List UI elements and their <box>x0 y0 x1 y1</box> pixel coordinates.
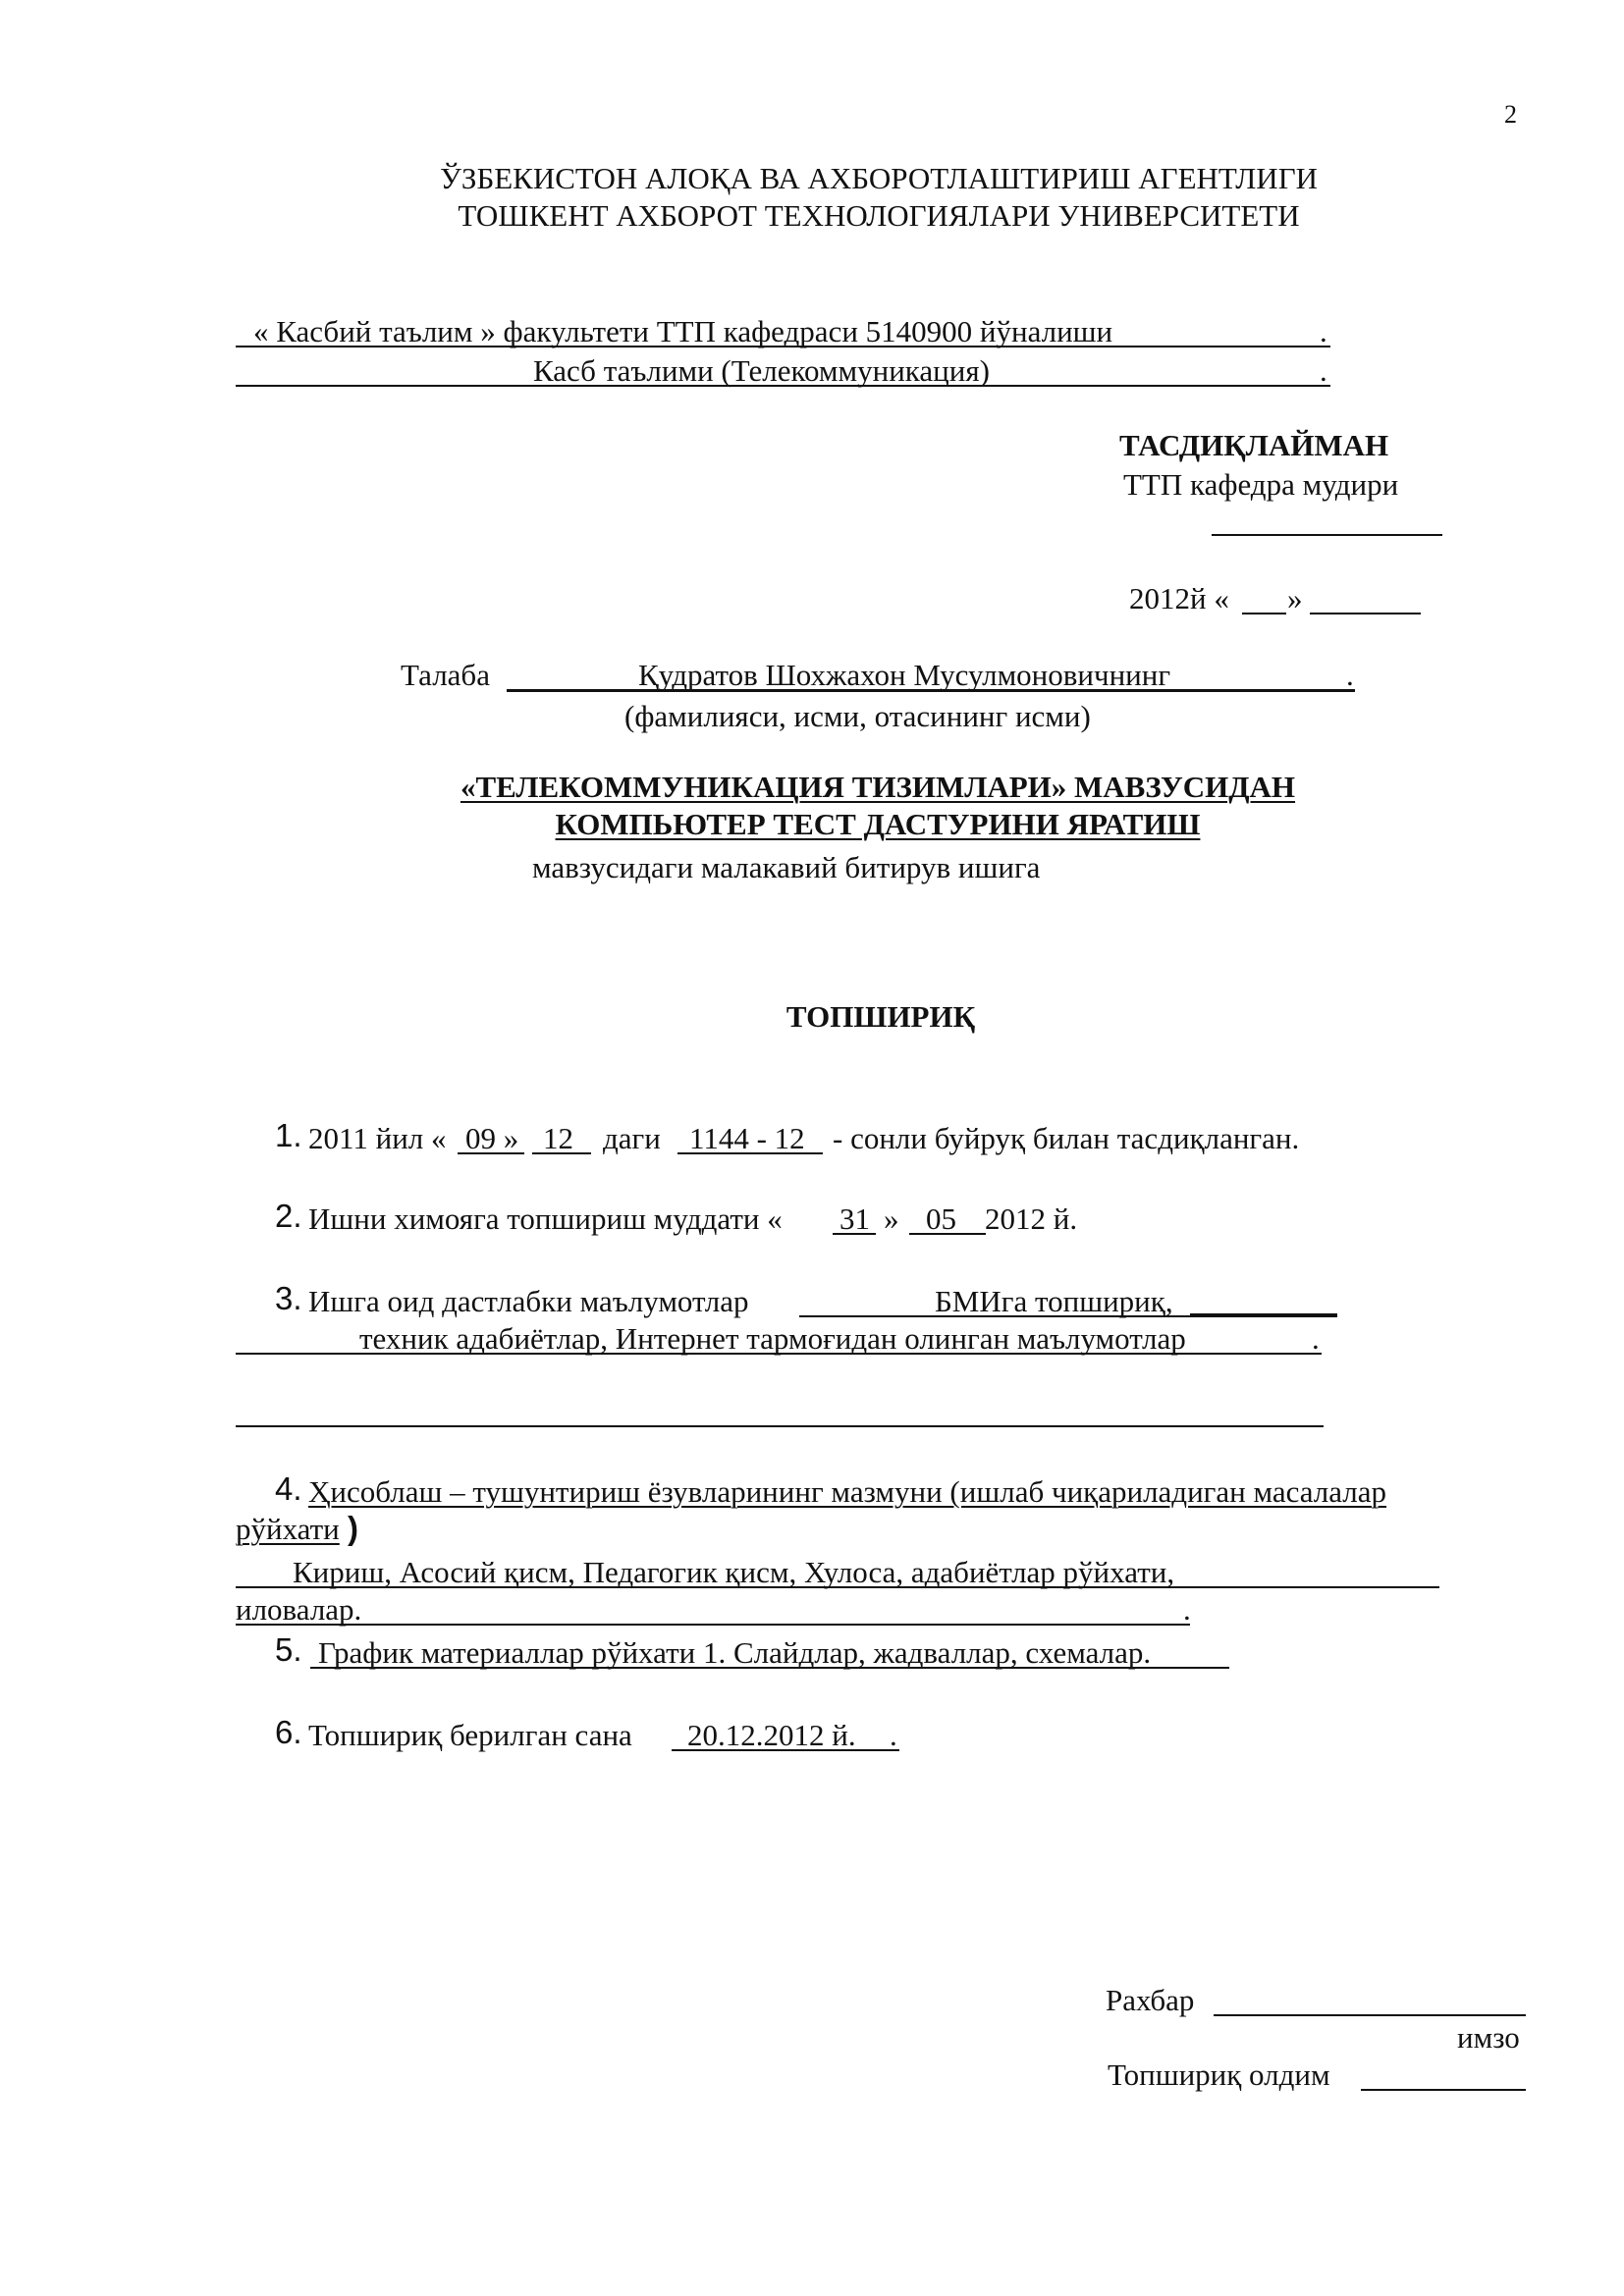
item-3-blank-line <box>236 1425 1324 1427</box>
student-name-caption: (фамилияси, исми, отасининг исми) <box>624 699 1091 733</box>
item-6-number: 6. <box>275 1714 302 1750</box>
item-1-number: 1. <box>275 1117 302 1153</box>
speciality-line-dot: . <box>1320 353 1327 388</box>
item-3-value: БМИга топшириқ, <box>935 1284 1173 1318</box>
faculty-line-dot: . <box>1320 314 1327 348</box>
university-name: ТОШКЕНТ АХБОРОТ ТЕХНОЛОГИЯЛАРИ УНИВЕРСИТЕТИ <box>458 198 1300 233</box>
approval-date-close: » <box>1287 581 1303 615</box>
page-number: 2 <box>1504 100 1517 129</box>
approval-signature-line <box>1212 534 1442 536</box>
item-4-line-4: иловалар. <box>236 1592 362 1627</box>
speciality-name: Касб таълими (Телекоммуникация) <box>533 353 990 388</box>
approval-date-year: 2012й « <box>1129 581 1229 615</box>
item-4-line-2: рўйхати <box>236 1512 340 1546</box>
item-4-line-3: Кириш, Асосий қисм, Педагогик қисм, Хулоса, адабиётлар рўйхати, <box>293 1555 1175 1589</box>
task-title: ТОПШИРИҚ <box>785 999 976 1034</box>
item-3-number: 3. <box>275 1280 302 1316</box>
approval-position: ТТП кафедра мудири <box>1123 467 1399 502</box>
topic-line-2: КОМПЬЮТЕР ТЕСТ ДАСТУРИНИ ЯРАТИШ <box>555 807 1201 841</box>
organization-name: ЎЗБЕКИСТОН АЛОҚА ВА АХБОРОТЛАШТИРИШ АГЕНТЛИГИ <box>439 161 1319 195</box>
item-2-year: 2012 й. <box>985 1201 1078 1236</box>
item-2-mid: » <box>884 1201 899 1236</box>
item-2-prefix: Ишни химояга топшириш муддати « <box>308 1201 783 1236</box>
item-1-prefix: 2011 йил « <box>308 1121 447 1155</box>
item-2-day: 31 <box>839 1201 870 1236</box>
item-1-month: 12 <box>543 1121 573 1155</box>
item-2-number: 2. <box>275 1198 302 1234</box>
item-3-prefix: Ишга оид дастлабки маълумотлар <box>308 1284 749 1318</box>
item-6-text: Топшириқ берилган сана <box>308 1718 632 1752</box>
item-5-text: График материаллар рўйхати 1. Слайдлар, жадваллар, схемалар. <box>318 1635 1152 1670</box>
item-1-day: 09 » <box>465 1121 519 1155</box>
item-3-value-underline-bold <box>1190 1313 1337 1316</box>
item-6-dot: . <box>890 1718 897 1752</box>
faculty-line: « Касбий таълим » факультети ТТП кафедраси 5140900 йўналиши <box>253 314 1113 348</box>
item-6-date: 20.12.2012 й. <box>687 1718 856 1752</box>
item-2-month: 05 <box>926 1201 956 1236</box>
topic-line-1: «ТЕЛЕКОММУНИКАЦИЯ ТИЗИМЛАРИ» МАВЗУСИДАН <box>460 770 1296 804</box>
item-4-line-2-paren: ) <box>348 1510 358 1546</box>
received-signature-line <box>1361 2089 1526 2091</box>
item-5-number: 5. <box>275 1631 302 1668</box>
received-label: Топшириқ олдим <box>1108 2057 1330 2092</box>
supervisor-label: Рахбар <box>1106 1983 1195 2017</box>
item-3-line-2-dot: . <box>1312 1321 1320 1356</box>
item-1-suffix: - сонли буйруқ билан тасдиқланган. <box>833 1121 1300 1155</box>
signature-caption: имзо <box>1457 2020 1520 2055</box>
student-name: Қудратов Шохжахон Мусулмоновичнинг <box>638 658 1171 692</box>
item-4-line-4-underline <box>236 1624 1190 1626</box>
approval-title: ТАСДИҚЛАЙМАН <box>1119 428 1389 462</box>
approval-month-blank <box>1310 613 1421 614</box>
topic-caption: мавзусидаги малакавий битирув ишига <box>532 850 1041 884</box>
item-1-mid: даги <box>603 1121 661 1155</box>
item-3-line-2: техник адабиётлар, Интернет тармоғидан олинган маълумотлар <box>359 1321 1186 1356</box>
item-4-line-4-dot: . <box>1183 1592 1191 1627</box>
student-label: Талаба <box>401 658 490 692</box>
item-1-order: 1144 - 12 <box>689 1121 805 1155</box>
student-name-dot: . <box>1346 658 1354 692</box>
approval-day-blank <box>1242 613 1286 614</box>
supervisor-signature-line <box>1214 2014 1526 2016</box>
item-4-number: 4. <box>275 1470 302 1507</box>
item-4-line-1: Ҳисоблаш – тушунтириш ёзувларининг мазмуни (ишлаб чиқариладиган масалалар <box>308 1474 1387 1509</box>
